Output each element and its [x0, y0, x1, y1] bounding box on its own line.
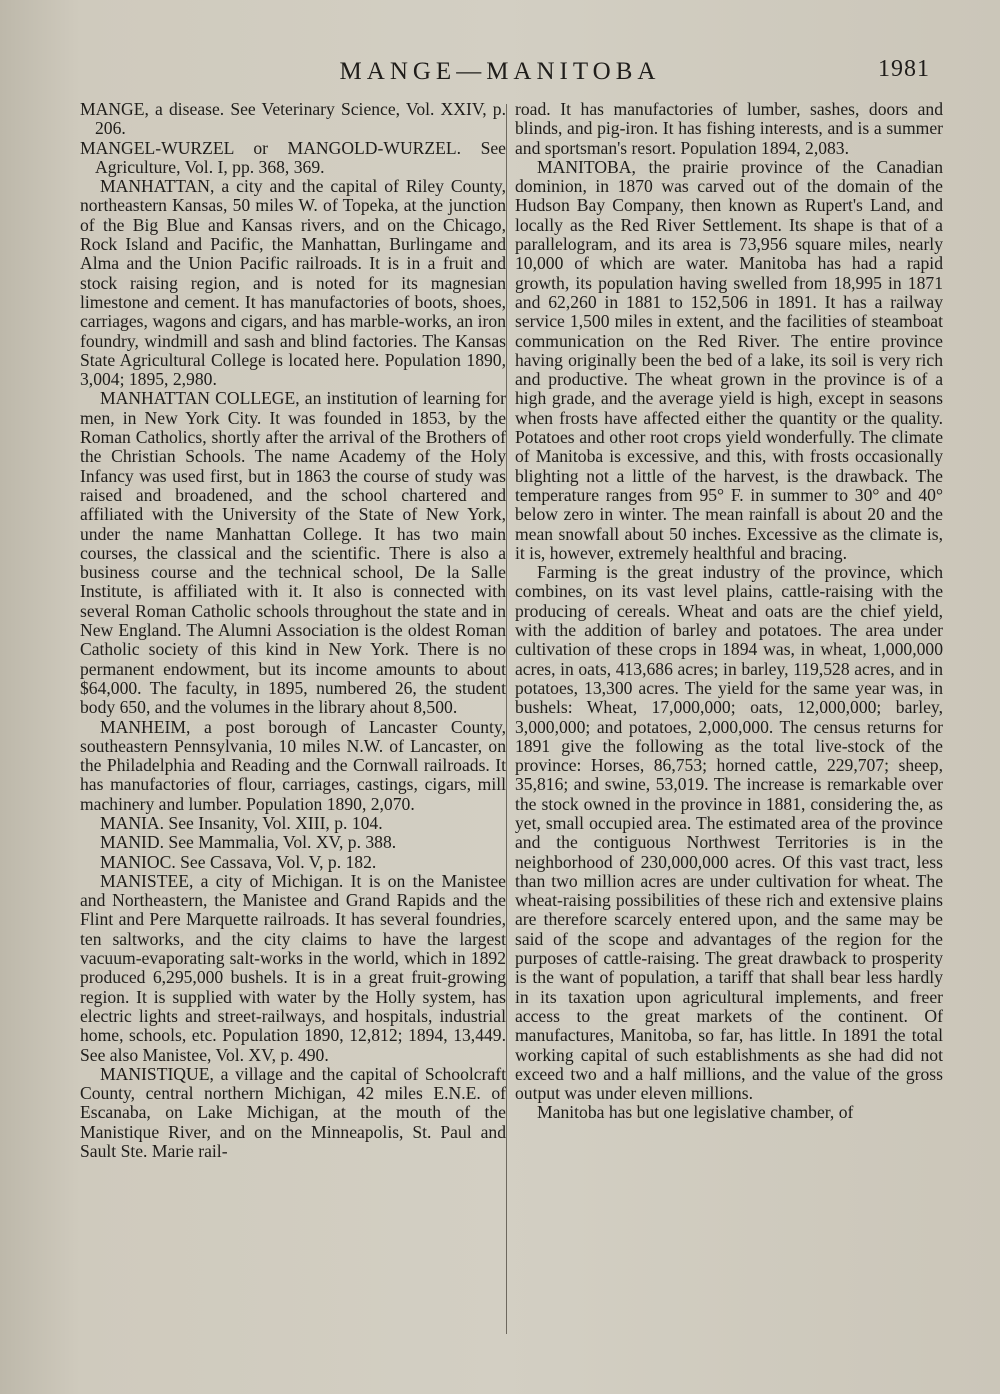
entry-manheim: MANHEIM, a post borough of Lancaster County, southeastern Pennsylvania, 10 miles N.W. of Lancaster, on the Philadelphia and Reading and the Cornwall railroads. It has manufactories of flour, carriages, castings, cigars, mill machinery and lumber. Population 1890, 2,070. — [80, 716, 506, 814]
manitoba-farming-paragraph: Farming is the great industry of the province, which combines, on its vast level plains, cattle-raising with the producing of cereals. Wheat and oats are the chief yield, with the addition of barley and potatoes. The area under cultivation of these crops in 1894 was, in wheat, 1,000,000 acres, in oats, 413,686 acres; in barley, 119,528 acres, and in potatoes, 13,300 acres. The yield for the same year was, in bushels: Wheat, 17,000,000; oats, 12,000,000; barley, 3,000,000; and potatoes, 2,000,000. The census returns for 1891 give the following as the total live-stock of the province: Horses, 86,753; horned cattle, 229,707; sheep, 35,816; and swine, 53,019. The increase is remarkable over the stock owned in the province in 1881, considering the, as yet, small occupied area. The estimated area of the province and the contiguous Northwest Territories is in the neighborhood of 230,000,000 acres. Of this vast tract, less than two million acres are under cultivation for wheat. The wheat-raising possibilities of these rich and extensive plains are therefore scarcely entered upon, and the same may be said of the scope and advantages of the region for the purposes of cattle-raising. The great drawback to prosperity is the want of population, a tariff that shall bear less hardly in its taxation upon agricultural implements, and freer access to the great markets of the continent. Of manufactures, Manitoba, so far, has little. In 1891 the total working capital of such establishments as she had did not exceed two and a half millions, and the value of the gross output was under eleven millions. — [515, 562, 943, 1104]
entry-manistee: MANISTEE, a city of Michigan. It is on the Manistee and Northeastern, the Manistee and Grand Rapids and the Flint and Pere Marquette railroads. It has several foundries, ten saltworks, and the city claims to have the largest vacuum-evaporating salt-works in the world, which in 1892 produced 6,295,000 bushels. It is in a great fruit-growing region. It is supplied with water by the Holly system, has electric lights and street-railways, and hospitals, industrial home, schools, etc. Population 1890, 12,812; 1894, 13,449. See also Manistee, Vol. XV, p. 490. — [80, 870, 506, 1065]
entry-manioc: MANIOC. See Cassava, Vol. V, p. 182. — [100, 851, 377, 872]
entry-mangel-wurzel: MANGEL-WURZEL or MANGOLD-WURZEL. See Agriculture, Vol. I, pp. 368, 369. — [80, 137, 506, 177]
page-number: 1981 — [878, 56, 930, 82]
right-column — [515, 100, 943, 1123]
entry-manhattan-college: MANHATTAN COLLEGE, an institution of learning for men, in New York City. It was founded in 1853, by the Roman Catholics, shortly after the arrival of the Brothers of the Christian Schools. The name Academy of the Holy Infancy was used first, but in 1863 the course of study was raised and broadened, and the school chartered and affiliated with the University of the State of New York, under the name Manhattan College. It has two main courses, the classical and the scientific. There is also a business course and the technical school, De la Salle Institute, is affiliated with it. It also is connected with several Roman Catholic schools throughout the state and in New England. The Alumni Association is the oldest Roman Catholic society of this kind in New York. There is no permanent endowment, but its income amounts to about $64,000. The faculty, in 1895, numbered 26, the student body 650, and the volumes in the library ahout 8,500. — [80, 388, 506, 718]
entry-manistique-continued: road. It has manufactories of lumber, sashes, doors and blinds, and pig-iron. It has fishing interests, and is a summer and sportsman's resort. Population 1894, 2,083. — [515, 99, 943, 158]
entry-mange: MANGE, a disease. See Veterinary Science, Vol. XXIV, p. 206. — [80, 99, 506, 139]
column-divider — [506, 104, 507, 1334]
left-column — [80, 100, 506, 1161]
running-head-title: MANGE—MANITOBA — [339, 58, 661, 85]
manitoba-legislature-paragraph: Manitoba has but one legislative chamber, of — [537, 1102, 854, 1123]
entry-manistique: MANISTIQUE, a village and the capital of Schoolcraft County, central northern Michigan, 42 miles E.N.E. of Escanaba, on Lake Michigan, at the mouth of the Manistique River, and on the Minneapolis, St. Paul and Sault Ste. Marie rail- — [80, 1063, 506, 1162]
entry-manitoba: MANITOBA, the prairie province of the Canadian dominion, in 1870 was carved out of the domain of the Hudson Bay Company, then known as Rupert's Land, and locally as the Red River Settlement. Its shape is that of a parallelogram, and its area is 73,956 square miles, nearly 10,000 of which are water. Manitoba has had a rapid growth, its population having swelled from 18,995 in 1871 and 62,260 in 1881 to 152,506 in 1891. It has a railway service 1,500 miles in extent, and the facilities of steamboat communication on the Red River. The entire province having originally been the bed of a lake, its soil is very rich and productive. The wheat grown in the province is of a high grade, and the average yield is high, except in seasons when frosts have affected either the quantity or the quality. Potatoes and other root crops yield wonderfully. The climate of Manitoba is excessive, and this, with frosts occasionally blighting not a little of the harvest, is the drawback. The temperature ranges from 95° F. in summer to 30° and 40° below zero in winter. The mean rainfall is about 20 and the mean snowfall about 50 inches. Excessive as the climate is, it is, however, extremely healthful and bracing. — [515, 156, 943, 563]
entry-manhattan: MANHATTAN, a city and the capital of Riley County, northeastern Kansas, 50 miles W. of Topeka, at the junction of the Big Blue and Kansas rivers, and on the Chicago, Rock Island and Pacific, the Manhattan, Burlingame and Alma and the Union Pacific railroads. It is in a fruit and stock raising region, and is noted for its magnesian limestone and cement. It has manufactories of boots, shoes, carriages, wagons and cigars, and has marble-works, an iron foundry, windmill and sash and blind factories. The Kansas State Agricultural College is located here. Population 1890, 3,004; 1895, 2,980. — [80, 176, 506, 390]
entry-mania: MANIA. See Insanity, Vol. XIII, p. 104. — [100, 812, 383, 833]
entry-manid: MANID. See Mammalia, Vol. XV, p. 388. — [100, 832, 397, 853]
